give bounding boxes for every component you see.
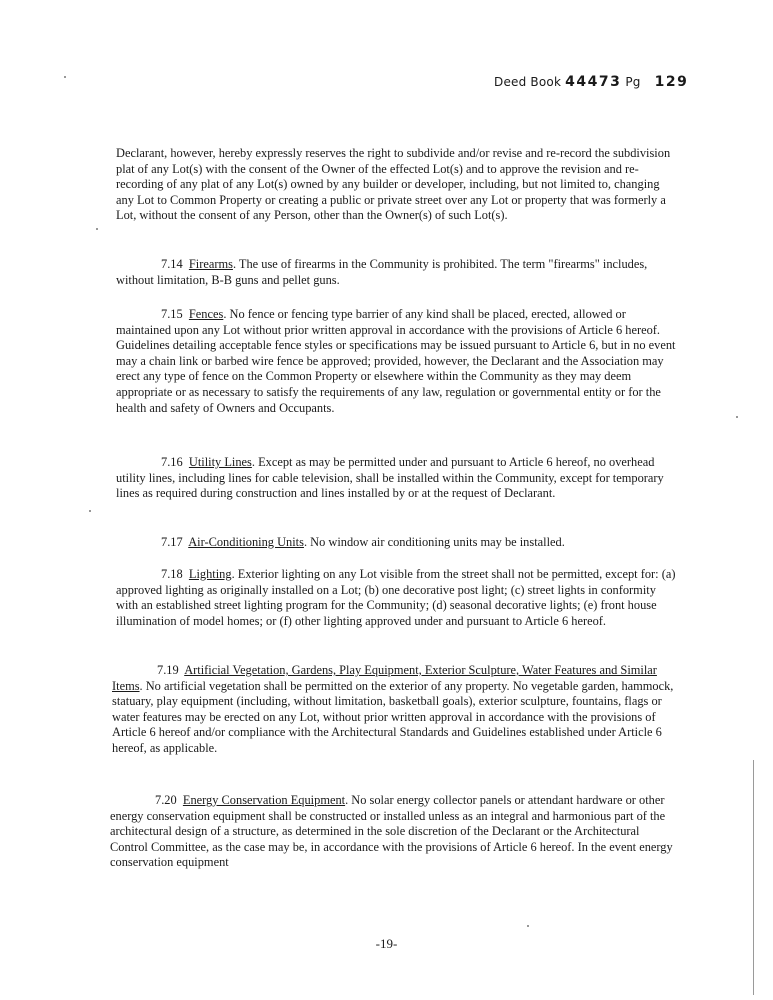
section-number: 7.20 (155, 793, 177, 807)
section-7-14 (116, 257, 680, 288)
section-title: Energy Conservation Equipment (182, 793, 346, 807)
section-body: . The use of firearms in the Community is prohibited. The term "firearms" includes, without limitation, B-B guns and pellet guns. (116, 257, 648, 287)
section-body: . Exterior lighting on any Lot visible from the street shall not be permitted, except for: (a) approved lighting as originally installed on a Lot; (b) one decorative post light; (c) street lights in conformity with an established street lighting program for the Community; (d) seasonal decorative lights; (e) front house illumination of model homes; or (f) other lighting approved under and pursuant to Article 6 hereof. (116, 567, 676, 628)
section-7-20 (110, 793, 680, 871)
scan-speck (64, 76, 66, 78)
section-7-19 (112, 663, 680, 757)
section-title: Lighting (188, 567, 232, 581)
deed-book-number: 44473 (565, 74, 622, 90)
section-title: Firearms (188, 257, 233, 271)
deed-book-header (494, 74, 688, 90)
page-footer-number: -19- (375, 936, 398, 951)
section-body: . No artificial vegetation shall be permitted on the exterior of any property. No vegetable garden, hammock, statuary, play equipment (including, without limitation, basketball goals), exterior sculpture, fountains, flags or water features may be erected on any Lot, without prior written approval in accordance with the provisions of Article 6 hereof and/or compliance with the Architectural Standards and Guidelines established under Article 6 hereof, as applicable. (112, 678, 674, 755)
section-number: 7.17 (161, 535, 183, 549)
deed-book-label: Deed Book (494, 75, 562, 89)
section-7-16 (116, 455, 680, 502)
section-title: Artificial Vegetation, Gardens, Play Equipment, Exterior Sculpture, Water Features and Similar Items (112, 663, 657, 693)
pg-label: Pg (625, 75, 641, 89)
section-number: 7.14 (161, 257, 183, 271)
section-body: . No solar energy collector panels or attendant hardware or other energy conservation equipment shall be constructed or installed unless as an integral and harmonious part of the architectural design of a structure, as determined in the sole discretion of the Declarant or the Architectural Control Committee, as the case may be, in accordance with the provisions of Article 6 hereof. In the event energy conservation equipment (110, 793, 673, 870)
intro-paragraph: Declarant, however, hereby expressly reserves the right to subdivide and/or revise and re-record the subdivision plat of any Lot(s) with the consent of the Owner of the effected Lot(s) and to approve the revision and re-recording of any plat of any Lot(s) owned by any builder or developer, including, but not limited to, changing any Lot to Common Property or creating a public or private street over any Lot or property that was formerly a Lot, without the consent of any Person, other than the Owner(s) of such Lot(s). (116, 146, 671, 223)
section-number: 7.16 (161, 455, 183, 469)
deed-page-number: 129 (654, 74, 689, 90)
scan-speck (89, 510, 91, 512)
section-7-17 (116, 535, 680, 551)
section-number: 7.18 (161, 567, 183, 581)
section-7-18 (116, 567, 680, 629)
section-number: 7.15 (161, 307, 183, 321)
section-title: Fences (188, 307, 224, 321)
section-7-15 (116, 307, 680, 416)
section-title: Utility Lines (188, 455, 252, 469)
section-body: . Except as may be permitted under and pursuant to Article 6 hereof, no overhead utility lines, including lines for cable television, shall be installed within the Community, except for temporary lines as required during construction and lines installed by or at the request of Declarant. (116, 455, 664, 501)
section-body: . No fence or fencing type barrier of any kind shall be placed, erected, allowed or maintained upon any Lot without prior written approval in accordance with the provisions of Article 6 hereof. Guidelines detailing acceptable fence styles or specifications may be issued pursuant to Article 6, but in no event may a chain link or barbed wire fence be approved; provided, however, the Declarant and the Association may erect any type of fence on the Common Property or elsewhere within the Community as they may deem appropriate or as necessary to satisfy the requirements of any law, regulation or governmental entity or for the health and safety of Owners and Occupants. (116, 307, 676, 415)
section-number: 7.19 (157, 663, 179, 677)
section-body: . No window air conditioning units may be installed. (303, 535, 565, 549)
scan-speck (96, 228, 98, 230)
scan-margin-line (753, 760, 754, 995)
section-title: Air-Conditioning Units (188, 535, 304, 549)
scan-speck (527, 925, 529, 927)
scan-speck (736, 416, 738, 418)
